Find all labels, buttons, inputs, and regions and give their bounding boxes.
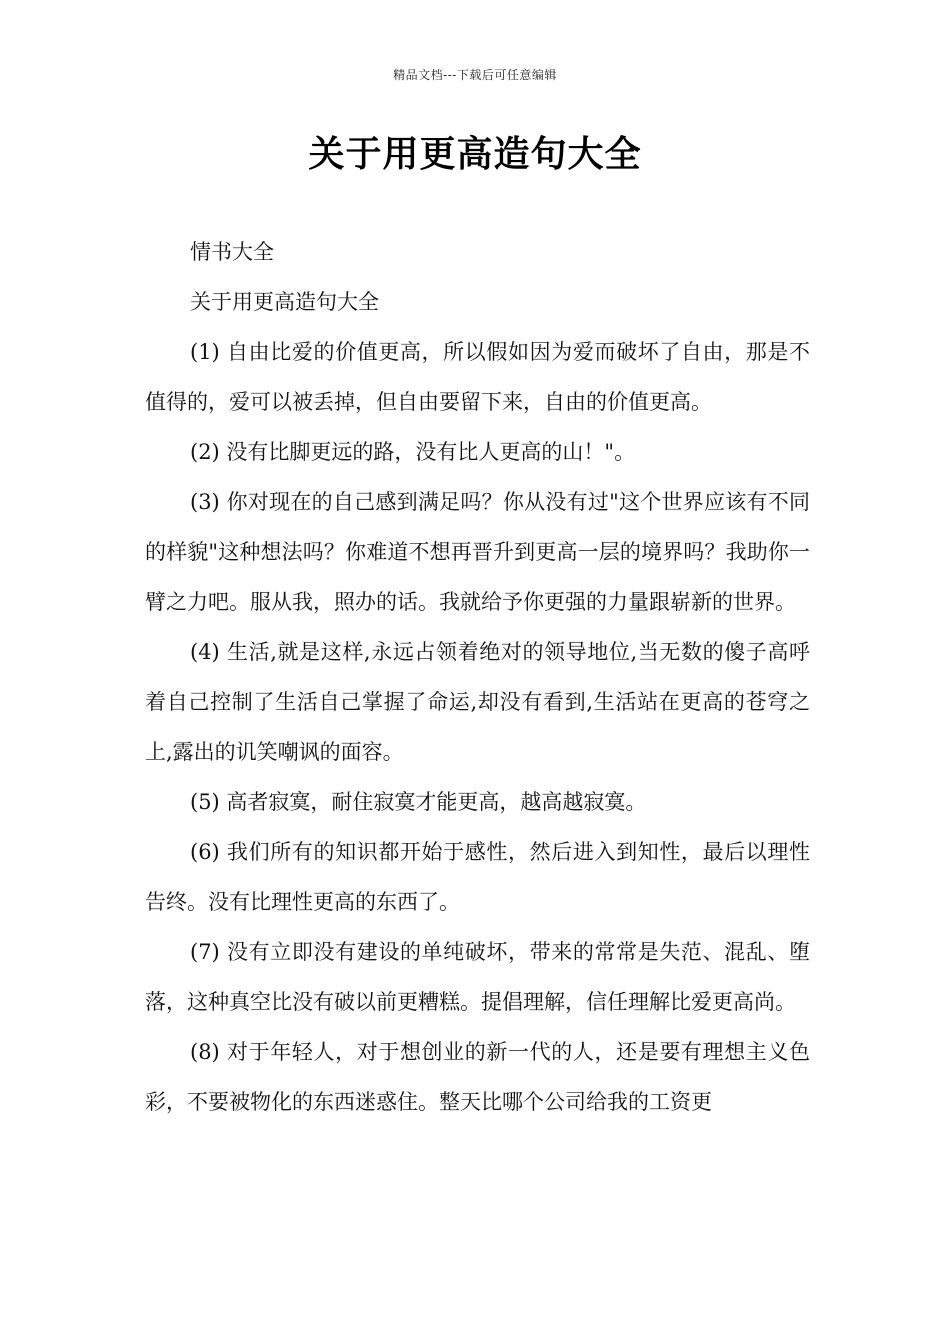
document-title: 关于用更高造句大全 [308, 133, 642, 175]
paragraph-category: 情书大全 [190, 240, 274, 264]
document-body [145, 227, 810, 1127]
paragraph-item-7: (7) 没有立即没有建设的单纯破坏，带来的常常是失范、混乱、堕落，这种真空比没有破以前更糟糕。提倡理解，信任理解比爱更高尚。 [145, 940, 810, 1014]
paragraph-item-2: (2) 没有比脚更远的路，没有比人更高的山！"。 [190, 440, 636, 464]
paragraph-item-5: (5) 高者寂寞，耐住寂寞才能更高，越高越寂寞。 [190, 790, 647, 814]
paragraph-item-3: (3) 你对现在的自己感到满足吗？你从没有过"这个世界应该有不同的样貌"这种想法吗？你难道不想再晋升到更高一层的境界吗？我助你一臂之力吧。服从我，照办的话。我就给予你更强的力量跟崭新的世界。 [145, 490, 810, 614]
paragraph-item-4: (4) 生活,就是这样,永远占领着绝对的领导地位,当无数的傻子高呼着自己控制了生活自己掌握了命运,却没有看到,生活站在更高的苍穹之上,露出的讥笑嘲讽的面容。 [145, 640, 810, 764]
paragraph-subtitle: 关于用更高造句大全 [190, 290, 379, 314]
paragraph-item-8: (8) 对于年轻人，对于想创业的新一代的人，还是要有理想主义色彩，不要被物化的东西迷惑住。整天比哪个公司给我的工资更 [145, 1040, 810, 1114]
header-note: 精品文档---下载后可任意编辑 [393, 68, 557, 82]
paragraph-item-1: (1) 自由比爱的价值更高，所以假如因为爱而破坏了自由，那是不值得的，爱可以被丢掉，但自由要留下来，自由的价值更高。 [145, 340, 810, 414]
paragraph-item-6: (6) 我们所有的知识都开始于感性，然后进入到知性，最后以理性告终。没有比理性更高的东西了。 [145, 840, 810, 914]
